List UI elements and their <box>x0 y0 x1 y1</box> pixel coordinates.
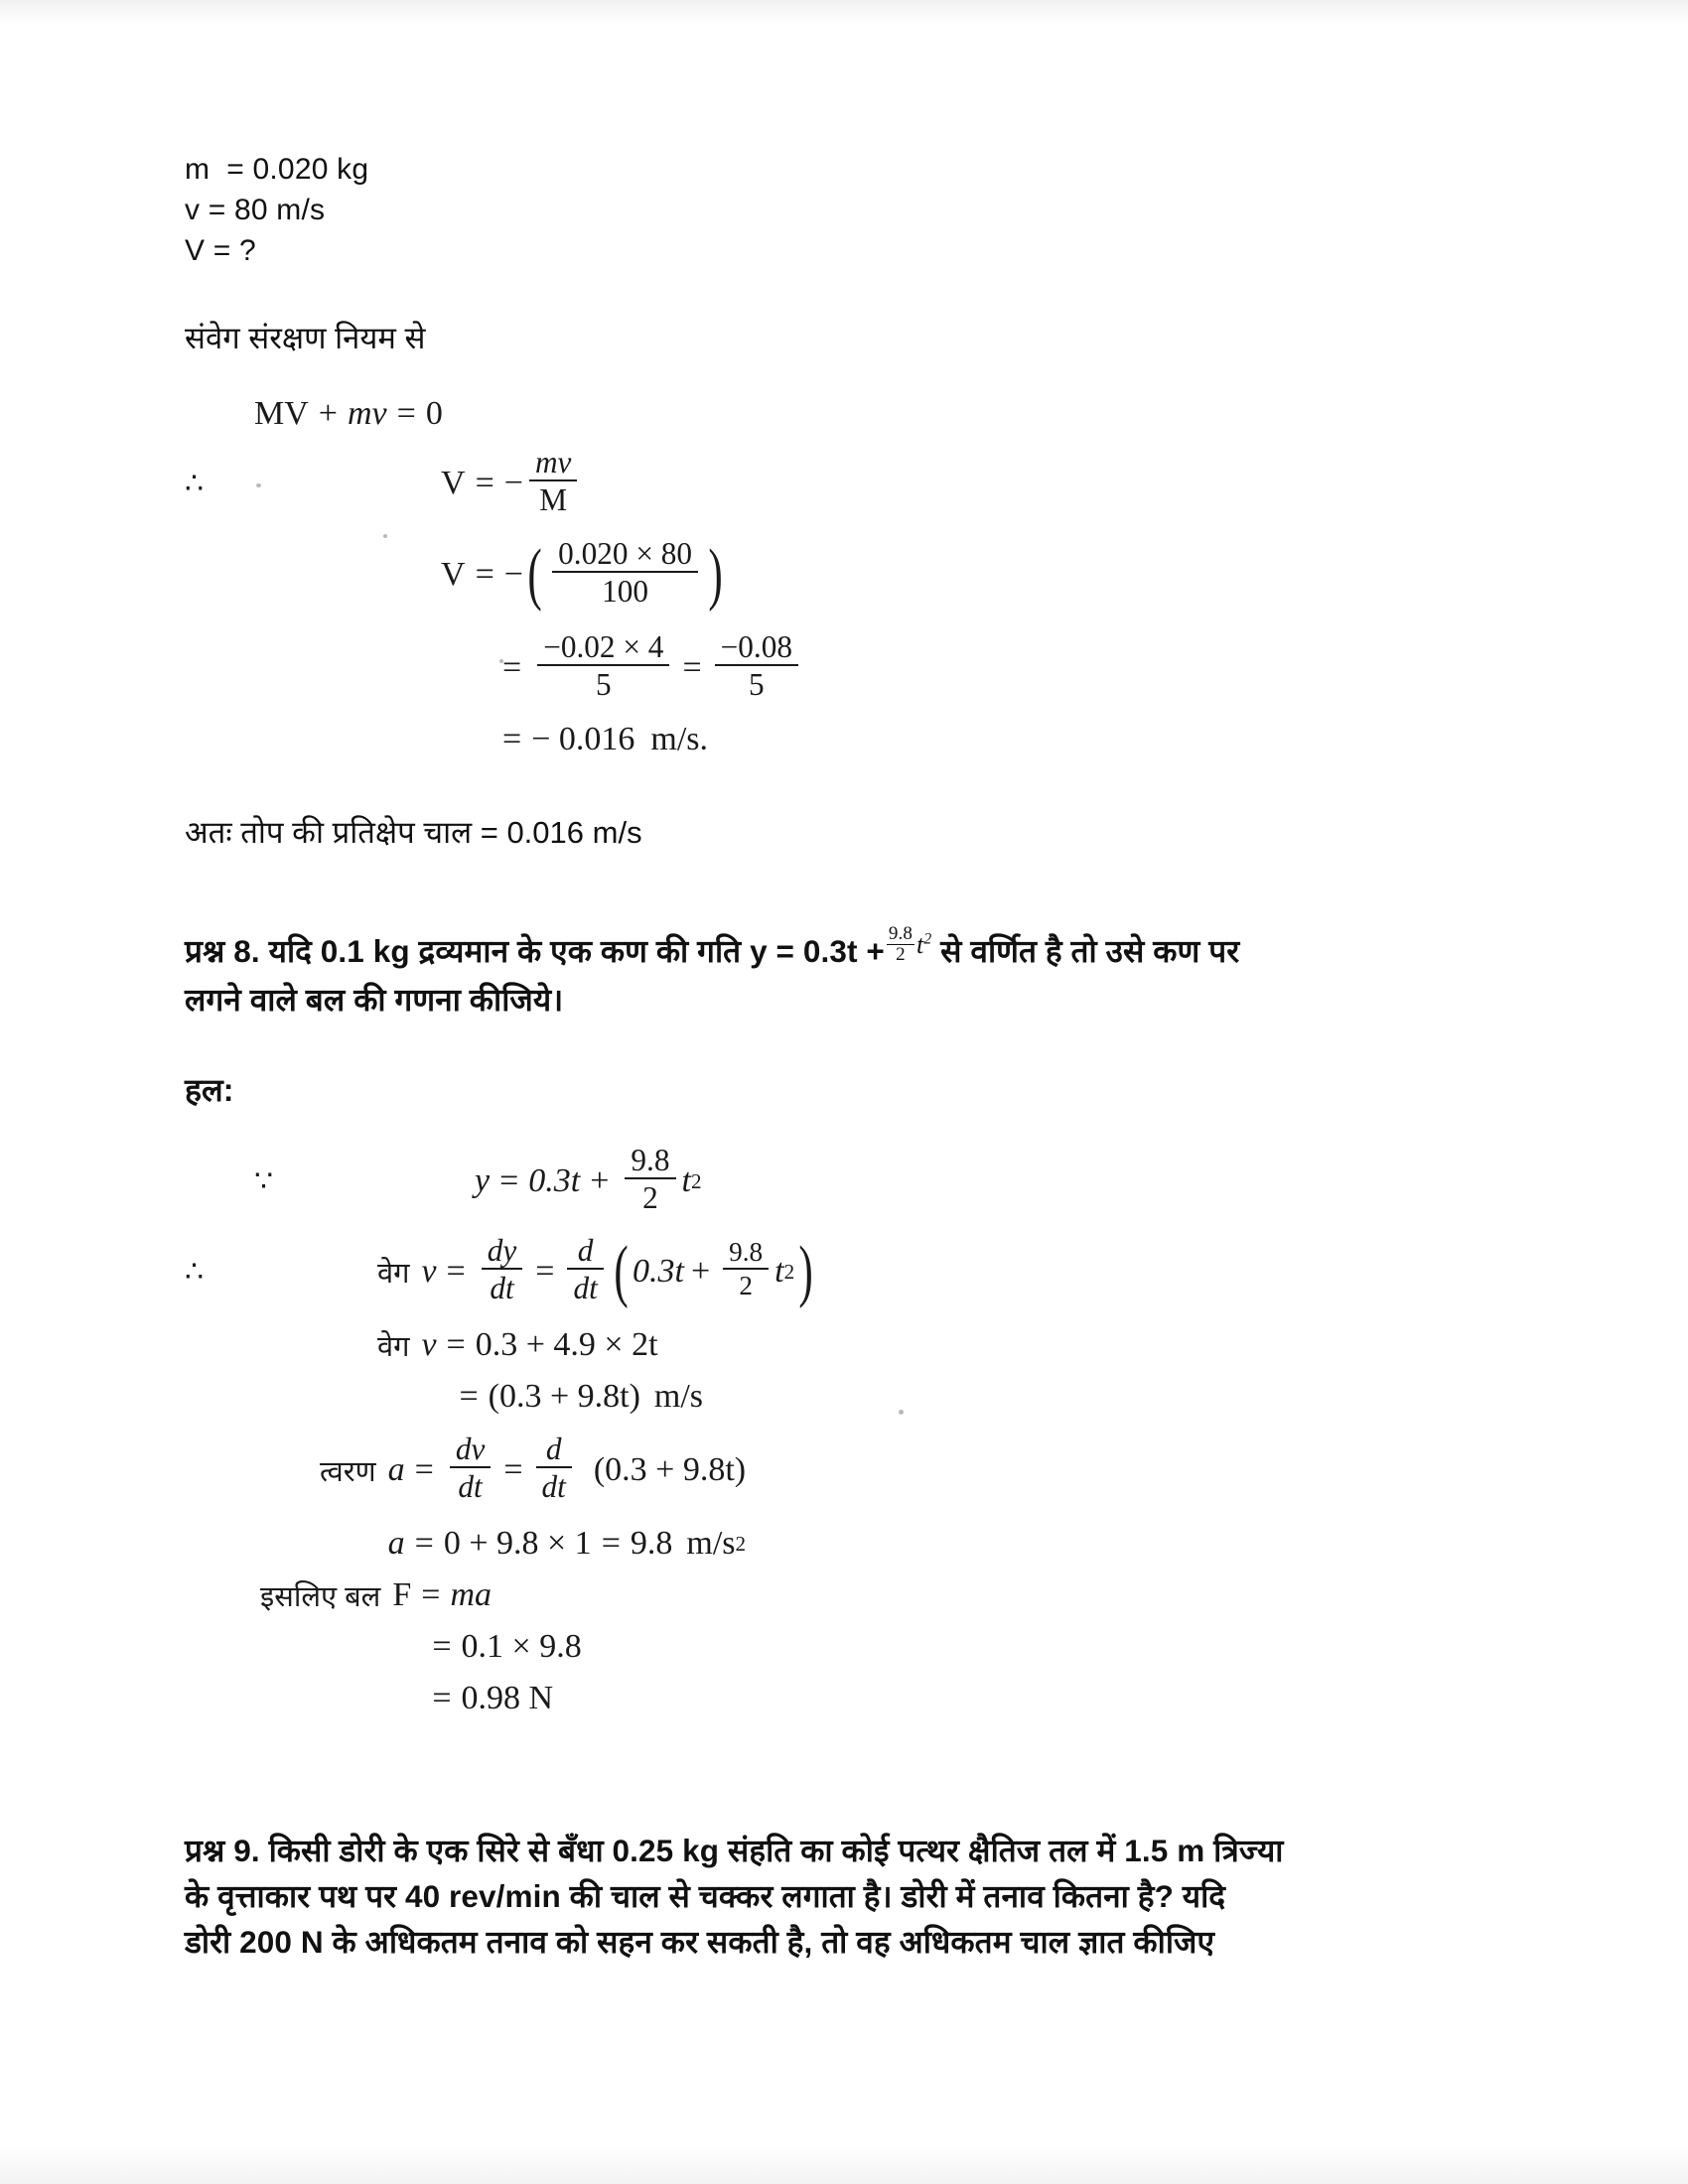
fraction-mv-over-M <box>529 446 577 518</box>
eq-v-equals-1: = <box>446 1253 466 1290</box>
given-velocity: v = 80 m/s <box>185 194 326 226</box>
equation-V-equals-minus-mv-over-M <box>185 440 1555 527</box>
eq-mv-term: mv <box>347 395 387 432</box>
fraction-denominator: 2 <box>723 1268 769 1300</box>
fraction-numerator: d <box>545 1431 562 1466</box>
inner-term-1: 0.3t <box>632 1252 684 1290</box>
fraction-denominator: 100 <box>552 571 698 609</box>
equation-y-definition: ∵ y = 0.3t + $\frac{9.8}{2}$ t 2 <box>254 1142 702 1216</box>
eq-a-expression: (0.3 + 9.8t) <box>593 1451 747 1488</box>
question-9-line3: डोरी 200 N के अधिकतम तनाव को सहन कर सकती है, तो वह अधिकतम चाल ज्ञात कीजिए <box>185 1924 1215 1960</box>
fraction-98-over-2 <box>625 1144 675 1216</box>
velocity-label-2: वेग <box>377 1330 410 1363</box>
eq-v-equals-2: = <box>535 1253 555 1290</box>
eq-a2-unit: m/s <box>686 1525 736 1562</box>
question-9 <box>185 1828 1555 1965</box>
equation-simplified-fractions <box>185 622 1555 714</box>
equation-V-substituted <box>185 527 1555 622</box>
eq-final-equals: = <box>502 721 522 757</box>
eq-F3-expression: 0.98 N <box>461 1680 554 1716</box>
eq-v3-unit: m/s <box>653 1378 704 1415</box>
equation-final-recoil-value <box>185 714 1555 765</box>
equation-velocity-expanded <box>185 1319 1555 1371</box>
given-values-block <box>185 149 1555 271</box>
eq-V2-equals: = <box>475 556 494 593</box>
scan-edge-bottom <box>0 2144 1688 2184</box>
open-paren: ( <box>614 1232 629 1309</box>
eq-v2-expression: 0.3 + 4.9 × 2t <box>475 1326 658 1363</box>
t-variable: t <box>915 930 924 959</box>
eq-v-symbol: v <box>421 1253 437 1290</box>
fraction-numerator: 9.8 <box>729 1237 764 1268</box>
inner-fraction-98-over-2 <box>723 1238 769 1301</box>
question-9-label: प्रश्न 9. <box>185 1833 260 1868</box>
equation-velocity-result <box>185 1371 1555 1423</box>
page-content <box>185 149 1555 1965</box>
fraction-denominator: 2 <box>887 944 914 966</box>
acceleration-label: त्वरण <box>320 1455 376 1488</box>
fraction-numerator: mv <box>534 444 572 479</box>
parenthesized-expression: ( 0.3t + $\frac{9.8}{2}$ t 2 ) <box>614 1232 813 1309</box>
question-8-label: प्रश्न 8. <box>185 933 260 969</box>
momentum-conservation-statement: संवेग संरक्षण नियम से <box>185 321 426 355</box>
eq-a-equals-1: = <box>414 1451 434 1488</box>
equation-velocity-derivative <box>185 1224 1555 1319</box>
eq-a2-expression: 0 + 9.8 × 1 <box>443 1525 592 1562</box>
eq-V-minus: − <box>503 465 523 501</box>
eq-F-symbol: F <box>392 1576 412 1613</box>
question-9-line2: के वृत्ताकार पथ पर 40 rev/min की चाल से चक्कर लगाता है। डोरी में तनाव कितना है? यदि <box>185 1878 1226 1914</box>
fraction-numerator: −0.02 × 4 <box>543 628 664 664</box>
equation-mv-plus-mv <box>185 388 1555 440</box>
eq-V-equals: = <box>475 465 494 501</box>
fraction-denominator: 2 <box>625 1177 675 1215</box>
eq-a2-symbol: a <box>387 1525 405 1562</box>
parenthesized-fraction <box>523 535 727 613</box>
scan-edge-top <box>0 0 1688 26</box>
fraction-numerator: 9.8 <box>888 923 913 945</box>
fraction-numerator: −0.08 <box>720 628 792 664</box>
fraction-numerator: 0.020 × 80 <box>558 535 693 571</box>
fraction-numerator: 9.8 <box>631 1142 670 1177</box>
fraction-denominator: 5 <box>715 664 798 702</box>
eq-a2-equals-2: = <box>601 1525 621 1562</box>
eq-mv-plus: + <box>318 395 338 432</box>
equation-force-substituted <box>185 1621 1555 1673</box>
fraction-minus002x4-over-5 <box>537 630 669 703</box>
t-exponent: 2 <box>923 930 932 948</box>
eq-F-rhs: ma <box>450 1576 492 1613</box>
solution8-math-block <box>185 1139 1555 1724</box>
open-paren: ( <box>527 535 542 613</box>
eq-simpl-equals-2: = <box>682 649 702 686</box>
fraction-denominator: dt <box>567 1268 603 1305</box>
equation-force-result <box>185 1673 1555 1724</box>
eq-final-value: − 0.016 <box>531 721 635 757</box>
recoil-speed-conclusion: अतः तोप की प्रतिक्षेप चाल = 0.016 m/s <box>185 815 642 850</box>
question-8-line1-part-b: से वर्णित है तो उसे कण पर <box>940 933 1240 969</box>
equation-force-definition <box>185 1570 1555 1621</box>
given-mass: m = 0.020 kg <box>185 153 369 186</box>
eq-F2-expression: 0.1 × 9.8 <box>461 1628 582 1665</box>
fraction-d-over-dt <box>567 1234 603 1306</box>
eq-y-plus: + <box>590 1162 610 1199</box>
fraction-dv-over-dt <box>450 1433 492 1505</box>
fraction-denominator: 5 <box>537 664 669 702</box>
close-paren: ) <box>798 1232 813 1309</box>
eq-a-symbol: a <box>387 1451 405 1488</box>
therefore-symbol: ∴ <box>185 467 205 500</box>
fraction-numerator: dy <box>487 1232 517 1268</box>
solution7-math-block <box>185 388 1555 765</box>
eq-mv-rhs: 0 <box>425 395 443 432</box>
eq-v3-equals: = <box>459 1378 479 1415</box>
eq-a-equals-2: = <box>503 1451 523 1488</box>
force-label: इसलिए बल <box>260 1580 381 1613</box>
velocity-label: वेग <box>377 1257 410 1290</box>
fraction-denominator: dt <box>536 1466 572 1504</box>
because-symbol: ∵ <box>254 1164 274 1198</box>
fraction-denominator: M <box>529 479 577 517</box>
eq-final-unit: m/s. <box>650 721 708 757</box>
close-paren: ) <box>708 535 723 613</box>
fraction-0020x80-over-100 <box>552 537 698 610</box>
fraction-minus008-over-5 <box>715 630 798 703</box>
fraction-denominator: dt <box>482 1268 523 1305</box>
eq-mv-lhs: MV <box>254 395 309 432</box>
eq-V2-minus: − <box>503 556 523 593</box>
eq-y-symbol: y <box>475 1162 491 1199</box>
eq-V-symbol: V <box>441 465 466 501</box>
fraction-numerator: dv <box>455 1431 486 1466</box>
eq-F2-equals: = <box>432 1628 452 1665</box>
eq-a2-equals-1: = <box>414 1525 434 1562</box>
eq-v3-expression: (0.3 + 9.8t) <box>488 1378 640 1415</box>
eq-v2-equals: = <box>446 1326 466 1363</box>
question-9-line1: किसी डोरी के एक सिरे से बँधा 0.25 kg संहति का कोई पत्थर क्षैतिज तल में 1.5 m त्रिज्या <box>268 1833 1284 1868</box>
fraction-numerator: d <box>577 1232 594 1268</box>
therefore-symbol: ∴ <box>185 1255 205 1289</box>
equation-acceleration-result: a = 0 + 9.8 × 1 = 9.8 m/s 2 <box>387 1525 747 1562</box>
eq-simpl-equals-1: = <box>502 649 522 686</box>
inner-plus: + <box>690 1252 711 1290</box>
eq-F-equals: = <box>421 1576 441 1613</box>
inline-fraction-98-over-2 <box>887 924 914 965</box>
solution-label: हल: <box>185 1072 234 1108</box>
eq-a2-value: 9.8 <box>630 1525 673 1562</box>
eq-V2-symbol: V <box>441 556 466 593</box>
eq-y-term1: 0.3t <box>528 1162 581 1199</box>
inline-t-squared <box>916 930 931 959</box>
question-8 <box>185 923 1555 1023</box>
question-8-line1-part-a: यदि 0.1 kg द्रव्यमान के एक कण की गति y = 0.3t + <box>268 933 885 969</box>
inner-t: t <box>774 1252 784 1290</box>
eq-v2-symbol: v <box>421 1326 437 1363</box>
eq-F3-equals: = <box>432 1680 452 1716</box>
equation-acceleration-derivative <box>185 1423 1555 1518</box>
eq-mv-equals: = <box>396 395 416 432</box>
fraction-denominator: dt <box>450 1466 492 1504</box>
question-8-line2: लगने वाले बल की गणना कीजिये। <box>185 982 564 1018</box>
eq-y-t: t <box>681 1162 691 1199</box>
fraction-dy-over-dt <box>482 1234 523 1306</box>
fraction-d-over-dt-2 <box>536 1433 572 1505</box>
given-unknown: V = ? <box>185 234 256 267</box>
eq-y-equals: = <box>499 1162 519 1199</box>
